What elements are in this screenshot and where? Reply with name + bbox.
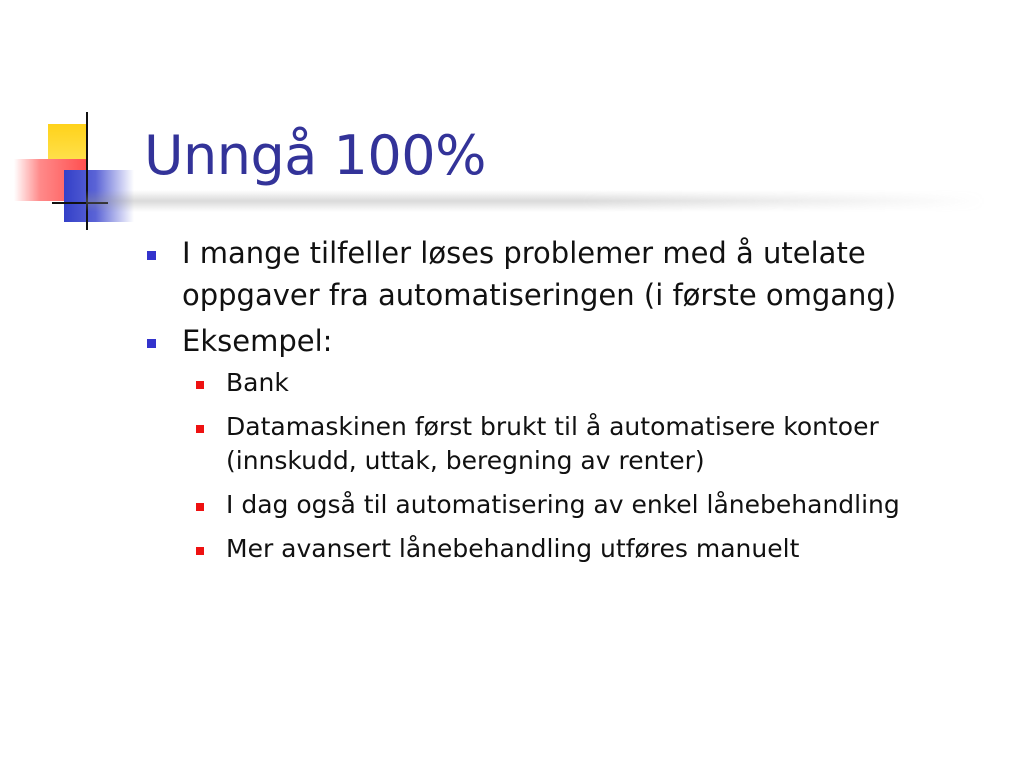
sub-bullet-text: Mer avansert lånebehandling utføres manuelt bbox=[226, 534, 800, 563]
bullet-item bbox=[144, 232, 964, 316]
square-bullet-icon bbox=[196, 381, 204, 389]
bullet-item bbox=[144, 320, 964, 362]
square-bullet-icon bbox=[147, 251, 156, 260]
bullet-text: Eksempel: bbox=[182, 324, 333, 358]
sub-bullet-text: Bank bbox=[226, 368, 289, 397]
sub-bullet-item bbox=[144, 410, 964, 478]
sub-bullet-item bbox=[144, 532, 964, 566]
slide-title: Unngå 100% bbox=[144, 124, 486, 187]
logo-vertical-line bbox=[86, 112, 88, 230]
sub-bullet-item bbox=[144, 488, 964, 522]
sub-bullet-item bbox=[144, 366, 964, 400]
square-bullet-icon bbox=[147, 339, 156, 348]
sub-bullet-text: Datamaskinen først brukt til å automatisere kontoer (innskudd, uttak, beregning av renter) bbox=[226, 412, 879, 475]
slide-body bbox=[144, 232, 964, 576]
square-bullet-icon bbox=[196, 547, 204, 555]
bullet-text: I mange tilfeller løses problemer med å utelate oppgaver fra automatiseringen (i første omgang) bbox=[182, 236, 897, 312]
square-bullet-icon bbox=[196, 503, 204, 511]
square-bullet-icon bbox=[196, 425, 204, 433]
title-underline-rule bbox=[86, 190, 986, 212]
sub-bullet-text: I dag også til automatisering av enkel lånebehandling bbox=[226, 490, 900, 519]
